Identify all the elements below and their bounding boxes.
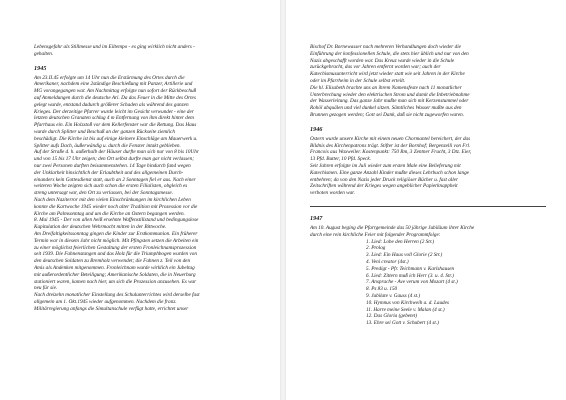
program-item: 1. Lied: Lobe den Herren (2 Str.) xyxy=(366,238,435,245)
text-line: Kapitulation der deutschen Wehrmacht mitten in der Bittwoche. xyxy=(34,224,167,231)
text-line: entbehren; da von den Nazis jeder Druck religiöser Bücher u. fast aller xyxy=(310,176,459,183)
text-line: beschädigt. Die Kirche ist bis auf einige kleinere Einschläge am Mauerwerk u. xyxy=(34,135,198,142)
year-heading-1945: 1945 xyxy=(34,64,47,72)
text-line: Am 10. August beging die Pfarrgemeinde das 50 jährige Jubiläum ihrer Kirche xyxy=(310,224,475,231)
program-item: 2. Prolog xyxy=(366,245,386,252)
text-line: streng untersagt war, den Ort zu verlassen, bei der Sonntagsmesse. xyxy=(34,190,173,197)
text-line: Am Dreifaltigkeitssonntag gingen die Kinder zur Erstkommunion. Ein früherer xyxy=(34,230,198,237)
text-line: auf Anmeldungen durch die deutsche Ari. Da das Feuer in die Mitte des Ortes xyxy=(34,94,196,101)
program-item: 3. Lied: Ein Haus voll Glorie (2 Str.) xyxy=(366,252,443,259)
text-line: MG vorangegangen war. Am Nachmittag erfolgte nun sofort der Rückbeschuß xyxy=(34,88,197,95)
section-divider xyxy=(310,206,546,207)
program-item: 8. Ps 83 u. 150 xyxy=(366,286,398,293)
program-item: 7. Ansprache - Ave verum von Mozart (4 st.) xyxy=(366,279,458,286)
right-para-1947 xyxy=(310,225,540,239)
left-para-top xyxy=(34,44,266,58)
program-item: 11. Harre meine Seele v. Malan (4 st.) xyxy=(366,306,445,313)
left-page xyxy=(0,0,280,400)
text-line: durch eine rein kirchliche Feier mit folgender Programmfolge: xyxy=(310,231,441,238)
text-line: zurückgebracht, das vor Jahren entfernt worden war; auch der xyxy=(310,64,441,71)
text-line: der Unklarheit hinsichtlich der Erlaubtheit und des allgemeinen Durch- xyxy=(34,169,184,176)
text-line: Unterbrechung wieder den elektrischen Strom und damit die Inbetriebnahme xyxy=(310,91,470,98)
text-line: Amerikaner, nachdem eine 2stündige Beschießung mit Panzer, Artillerie und xyxy=(34,81,193,88)
text-line: Kirche am Palmsonntag und um die Kirche an Ostern begangen werden. xyxy=(34,210,185,217)
text-line: Katechismen. Eine ganze Anzahl Kinder mußte dieses Lehrbuch schon lange xyxy=(310,169,469,176)
text-line: Einführung der konfessionellen Schule, die stets hier üblich und nur von den xyxy=(310,50,469,57)
right-para-top xyxy=(310,44,540,119)
text-line: Die hl. Elisabeth brachte uns an ihrem Namensfeste nach 11 monatlicher xyxy=(310,84,462,91)
program-item: 4. Veni creator (4st.) xyxy=(366,258,409,265)
text-line: Bischof Dr. Bornewasser nach mehreren Verhandlungen doch wieder die xyxy=(310,44,461,50)
text-line: 8. Mai 1945 - Der von allen heiß ersehnte Waffenstillstand und bedingungslose xyxy=(34,217,199,224)
text-line: Lebensgefahr als Stillmesse und im Eiltempo - es ging wirklich nicht anders - xyxy=(34,44,195,50)
program-item: 9. Jubilate v. Gauss (4 st.) xyxy=(366,292,421,299)
text-line: gehalten. xyxy=(34,50,54,57)
text-line: Brunnen gezogen werden; Gott sei Dank, daß sie nicht zugeworfen waren. xyxy=(310,111,465,118)
text-line: Splitter aufs Dach, äußerwändig u. durch die Fenster intakt geblieben. xyxy=(34,142,181,149)
text-line: Francois aus Waxweiler. Kostenpunkt: 750 Rm, 3 Zentner Frucht, 3 Dtz. Eier, xyxy=(310,149,472,156)
program-item: 5. Predigt - Pfr. Teichmann v. Karlshausen xyxy=(366,265,455,272)
text-line: Nazis abgeschafft worden war. Das Kreuz wurde wieder in die Schule xyxy=(310,57,455,64)
program-item: 6. Lied: Zittern muß ich Herr (3. u. 4. Str.) xyxy=(366,272,454,279)
text-line: mit außerordentlicher Beteiligung; Amerikanische Soldaten, die in Neuerburg xyxy=(34,271,196,278)
program-item: 12. Das Gloria (gebetet) xyxy=(366,313,418,320)
right-para-1946 xyxy=(310,136,540,197)
text-line: Seit Jahren erfolgte im Juli wieder zum ersten Male eine Belieferung mit xyxy=(310,162,461,169)
text-line: Bildnis des Kirchenpatrons trägt. Stifter ist der Bornhof; Bergenzelli von Frl. xyxy=(310,142,471,149)
text-line: Amis als Andenken mitgenommen. Fronleichnam wurde wirklich ein Jubeltag xyxy=(34,264,195,271)
program-item: 13. Ehre sei Gott v. Schubert (4 st.) xyxy=(366,320,439,327)
text-line: konnte die Kartwoche 1945 wieder noch alter Tradition mit Prozession vor die xyxy=(34,203,198,210)
text-line: Krieges. Der derzeitige Pfarrer wurde leicht im Gesicht verwundet - eine der xyxy=(34,108,194,115)
text-line: Rohöl abquälen und viel dunkel sitzen. Sämtliches Wasser mußte aus den xyxy=(310,105,462,112)
text-line: allgemein am 1. Okt.1945 wieder aufgenommen. Nachdem die franz. xyxy=(34,298,177,305)
text-line: Nach dem Naziterror mit den vielen Einschränkungen im kirchlichen Leben xyxy=(34,196,191,203)
text-line: seit 1939. Die Fahnenstangen und das Holz für die Triumphbogen wurden von xyxy=(34,251,197,258)
text-line: zu einer möglichst feierlichen Gestaltung der ersten Fronleichnamsprozession xyxy=(34,244,197,251)
text-line: weiteren Woche zeigten sich auch schon die ersten Filialisten, obgleich es xyxy=(34,183,188,190)
text-line: Katechismusunterricht wird jetzt wieder statt wie seit Jahren in der Kirche xyxy=(310,71,465,78)
text-line: Ostern wurde unsere Kirche mit einem neuen Chormantel bereichert, der das xyxy=(310,135,471,142)
text-line: wurde durch Splitter und Beschuß an der ganzen Rückseite ziemlich xyxy=(34,128,175,135)
text-line: verboten worden war. xyxy=(310,190,355,197)
year-heading-1946: 1946 xyxy=(310,125,323,133)
text-line: nur zwei Personen durften beisammenstehen. 14 Tage hindurch fand wegen xyxy=(34,162,191,169)
year-heading-1947: 1947 xyxy=(310,214,323,222)
text-line: stationiert waren, kamen nach hier, um sich die Prozession anzusehen. Es war xyxy=(34,278,197,285)
text-line: Militärregierung anfangs die Simultanschule verfügt hatte, errichtet unser xyxy=(34,305,189,312)
text-line: den deutschen Soldaten zu Bremholz verwendet; die Fahnen z. Teil von den xyxy=(34,258,191,265)
program-item: 10. Hymnus von Kirchweih a. d. Laudes xyxy=(366,299,449,306)
text-line: oder im Pfarrheim in der Schule selbst erteilt. xyxy=(310,77,406,84)
text-line: der Wasserleitung. Das ganze Jahr mußte man sich mit Kerzenstummel oder xyxy=(310,98,469,105)
text-line: einanders kein Gottesdienst statt, auch an 2 Sonntagen fiel er aus. Nach einer xyxy=(34,176,196,183)
text-line: Nach dreizehn monatlicher Einstellung des Schulunterrichtes wird derselbe fast xyxy=(34,292,200,299)
text-line: Am 23.II.45 erfolgte um 14 Uhr nun die Erstürmung des Ortes durch die xyxy=(34,74,185,81)
text-line: Zeitschriften während der Krieges wegen angeblicher Papierknappheit xyxy=(310,183,458,190)
text-line: Termin war in diesem Jahr nicht möglich. Mit Pfingsten setzen die Arbeiten ein xyxy=(34,237,199,244)
text-line: und von 15 bis 17 Uhr zeigen; den Ort selbst durfte man gar nicht verlassen; xyxy=(34,156,194,163)
text-line: neu für sie. xyxy=(34,285,58,292)
text-line: Auf der Straße d. h. außerhalb der Häuser durfte man sich nur von 8 bis 10Uhr xyxy=(34,149,199,156)
left-para-1945 xyxy=(34,75,266,313)
text-line: gelegt wurde, entstand dadurch größerer Schaden als während des ganzen xyxy=(34,101,189,108)
text-line: 13 Pfd. Butter, 10 Pfd. Speck. xyxy=(310,156,371,163)
program-list xyxy=(310,239,540,327)
text-line: Pfarrhaus ein. Ein Holzstoß vor dem Kellerfenster war die Rettung. Das Haus xyxy=(34,122,197,129)
text-line: letzten deutschen Granaten schlug 4 m Entfernung von ihm direkt hinter dem xyxy=(34,115,194,122)
right-page xyxy=(286,0,566,400)
